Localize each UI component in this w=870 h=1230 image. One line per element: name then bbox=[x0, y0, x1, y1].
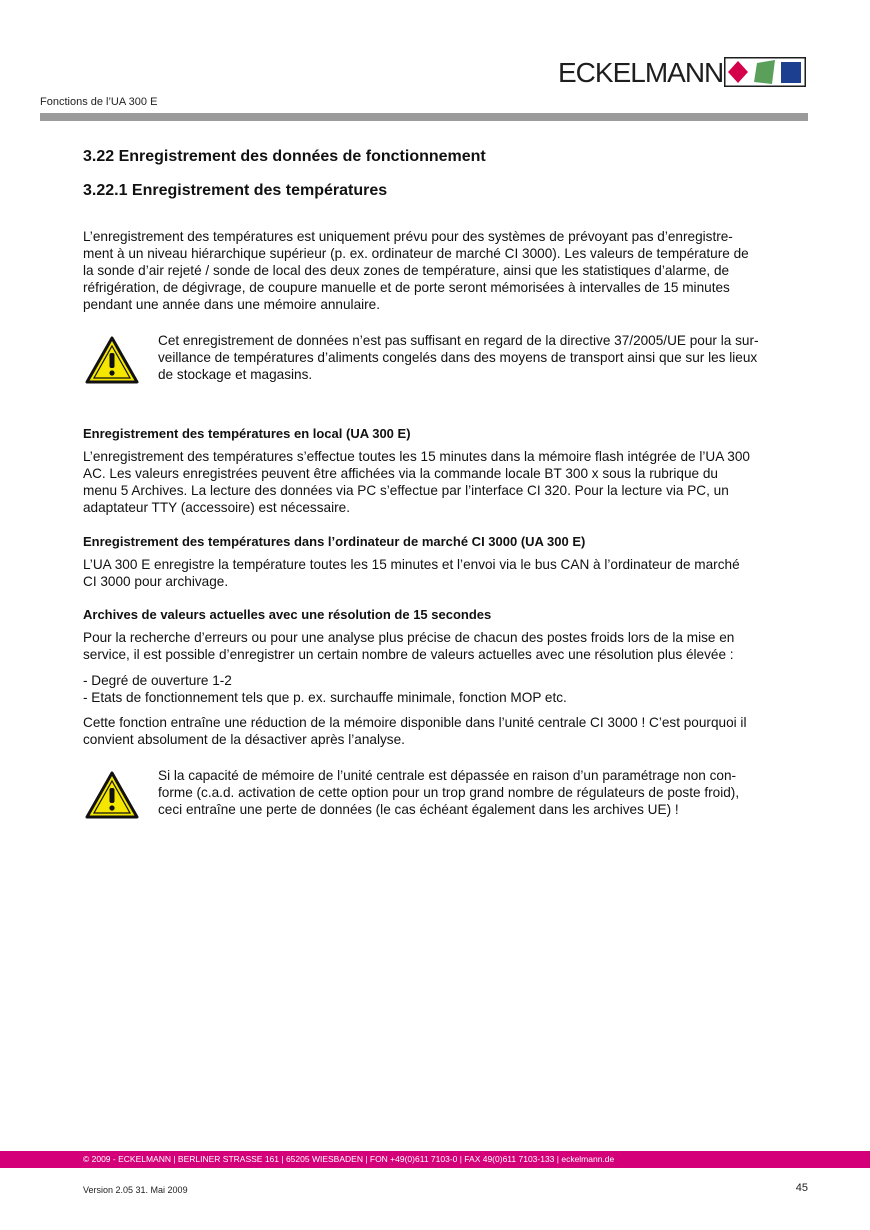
local-recording-paragraph bbox=[83, 448, 808, 516]
text-line: ceci entraîne une perte de données (le cas échéant également dans les archives UE) ! bbox=[158, 802, 679, 817]
text-line: veillance de températures d’aliments congelés dans des moyens de transport ainsi que sur les lieux bbox=[158, 350, 758, 365]
intro-paragraph bbox=[83, 228, 808, 313]
text-line: service, il est possible d’enregistrer un certain nombre de valeurs actuelles avec une résolution plus élevée : bbox=[83, 647, 734, 662]
text-line: Cette fonction entraîne une réduction de la mémoire disponible dans l’unité centrale CI 3000 ! C’est pourquoi il bbox=[83, 715, 747, 730]
text-line: Si la capacité de mémoire de l’unité centrale est dépassée en raison d’un paramétrage non con- bbox=[158, 768, 737, 783]
text-line: Cet enregistrement de données n’est pas suffisant en regard de la directive 37/2005/UE pour la sur- bbox=[158, 333, 759, 348]
text-line: AC. Les valeurs enregistrées peuvent être affichées via la commande locale BT 300 x sous la rubrique du bbox=[83, 466, 718, 481]
subsection-heading: 3.22.1 Enregistrement des températures bbox=[83, 182, 388, 199]
warning-note bbox=[158, 767, 808, 818]
text-line: L’enregistrement des températures s’effectue toutes les 15 minutes dans la mémoire flash intégrée de l’UA 300 bbox=[83, 449, 750, 464]
market-computer-heading: Enregistrement des températures dans l’ordinateur de marché CI 3000 (UA 300 E) bbox=[83, 534, 586, 549]
archives-heading: Archives de valeurs actuelles avec une résolution de 15 secondes bbox=[83, 607, 492, 622]
company-logo-text: ECKELMANN bbox=[558, 57, 724, 88]
page-number: 45 bbox=[795, 1182, 808, 1194]
header-divider-bar bbox=[40, 113, 808, 121]
text-line: CI 3000 pour archivage. bbox=[83, 574, 229, 589]
version-info: Version 2.05 31. Mai 2009 bbox=[83, 1185, 188, 1195]
list-item: - Degré de ouverture 1-2 bbox=[83, 673, 232, 688]
market-computer-paragraph bbox=[83, 556, 808, 590]
company-logo-icon bbox=[724, 57, 806, 87]
section-heading: 3.22 Enregistrement des données de fonctionnement bbox=[83, 148, 486, 165]
list-item: - Etats de fonctionnement tels que p. ex. surchauffe minimale, fonction MOP etc. bbox=[83, 690, 567, 705]
archives-list bbox=[83, 672, 808, 706]
text-line: forme (c.a.d. activation de cette option pour un trop grand nombre de régulateurs de poste froid), bbox=[158, 785, 740, 800]
running-head: Fonctions de l’UA 300 E bbox=[40, 96, 158, 108]
text-line: adaptateur TTY (accessoire) est nécessaire. bbox=[83, 500, 350, 515]
archives-paragraph bbox=[83, 629, 808, 663]
local-recording-heading: Enregistrement des températures en local (UA 300 E) bbox=[83, 426, 411, 441]
text-line: de stockage et magasins. bbox=[158, 367, 313, 382]
text-line: pendant une année dans une mémoire annulaire. bbox=[83, 297, 381, 312]
archives-note bbox=[83, 714, 808, 748]
text-line: L’enregistrement des températures est uniquement prévu pour des systèmes de prévoyant pas d’enregistre- bbox=[83, 229, 733, 244]
footer-copyright: © 2009 - ECKELMANN | BERLINER STRASSE 161 | 65205 WIESBADEN | FON +49(0)611 7103-0 | FAX 49(0)611 7103-133 | eckelmann.de bbox=[83, 1154, 615, 1164]
text-line: ment à un niveau hiérarchique supérieur (p. ex. ordinateur de marché CI 3000). Les valeurs de température de bbox=[83, 246, 749, 261]
footer-bar bbox=[0, 1151, 870, 1168]
text-line: la sonde d’air rejeté / sonde de local des deux zones de température, ainsi que les statistiques d’alarme, de bbox=[83, 263, 730, 278]
text-line: Pour la recherche d’erreurs ou pour une analyse plus précise de chacun des postes froids lors de la mise en bbox=[83, 630, 735, 645]
text-line: menu 5 Archives. La lecture des données via PC s’effectue par l’interface CI 320. Pour la lecture via PC, un bbox=[83, 483, 729, 498]
text-line: convient absolument de la désactiver après l’analyse. bbox=[83, 732, 405, 747]
warning-triangle-icon bbox=[84, 770, 140, 820]
text-line: L’UA 300 E enregistre la température toutes les 15 minutes et l’envoi via le bus CAN à l’ordinateur de marché bbox=[83, 557, 740, 572]
warning-note bbox=[158, 332, 808, 383]
text-line: réfrigération, de dégivrage, de coupure manuelle et de porte seront mémorisées à intervalles de 15 minutes bbox=[83, 280, 730, 295]
warning-triangle-icon bbox=[84, 335, 140, 385]
